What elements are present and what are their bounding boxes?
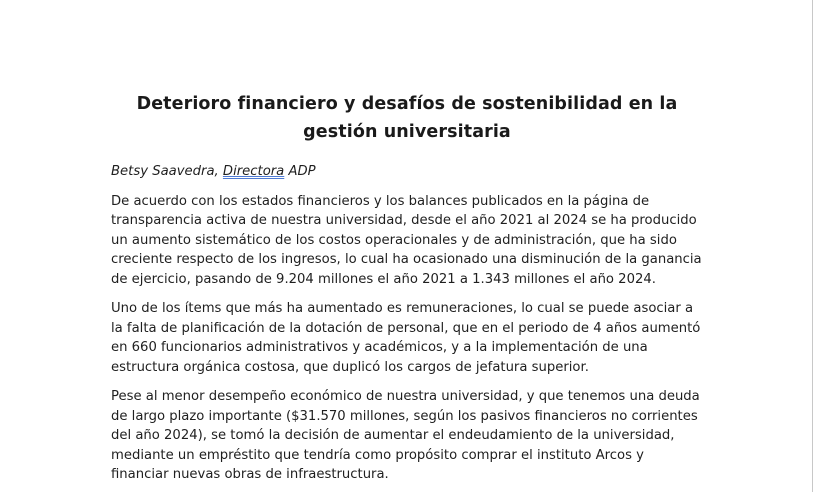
document-body <box>111 90 703 485</box>
title-line-1: Deterioro financiero y desafíos de sostenibilidad en la <box>136 94 678 114</box>
author-org: ADP <box>288 164 316 179</box>
title-line-2: gestión universitaria <box>303 122 511 142</box>
author-byline <box>111 162 703 182</box>
page-edge-divider <box>812 0 813 492</box>
paragraph-3: Pese al menor desempeño económico de nuestra universidad, y que tenemos una deuda de largo plazo importante ($31.570 millones, según los pasivos financieros no corrientes del año 2024), se tomó la decisión de aumentar el endeudamiento de la universidad, mediante un empréstito que tendría como propósito comprar el instituto Arcos y financiar nuevas obras de infraestructura. <box>111 389 700 482</box>
document-title <box>111 90 703 146</box>
paragraph-2: Uno de los ítems que más ha aumentado es remuneraciones, lo cual se puede asociar a la falta de planificación de la dotación de personal, que en el periodo de 4 años aumentó en 660 funcionarios administrativos y académicos, y a la implementación de una estructura orgánica costosa, que duplicó los cargos de jefatura superior. <box>111 301 701 375</box>
paragraph-1: De acuerdo con los estados financieros y los balances publicados en la página de transparencia activa de nuestra universidad, desde el año 2021 al 2024 se ha producido un aumento sistemático de los costos operacionales y de administración, que ha sido creciente respecto de los ingresos, lo cual ha ocasionado una disminución de la ganancia de ejercicio, pasando de 9.204 millones el año 2021 a 1.343 millones el año 2024. <box>111 193 702 287</box>
author-role: Directora <box>222 164 285 179</box>
author-name: Betsy Saavedra, <box>111 164 219 179</box>
